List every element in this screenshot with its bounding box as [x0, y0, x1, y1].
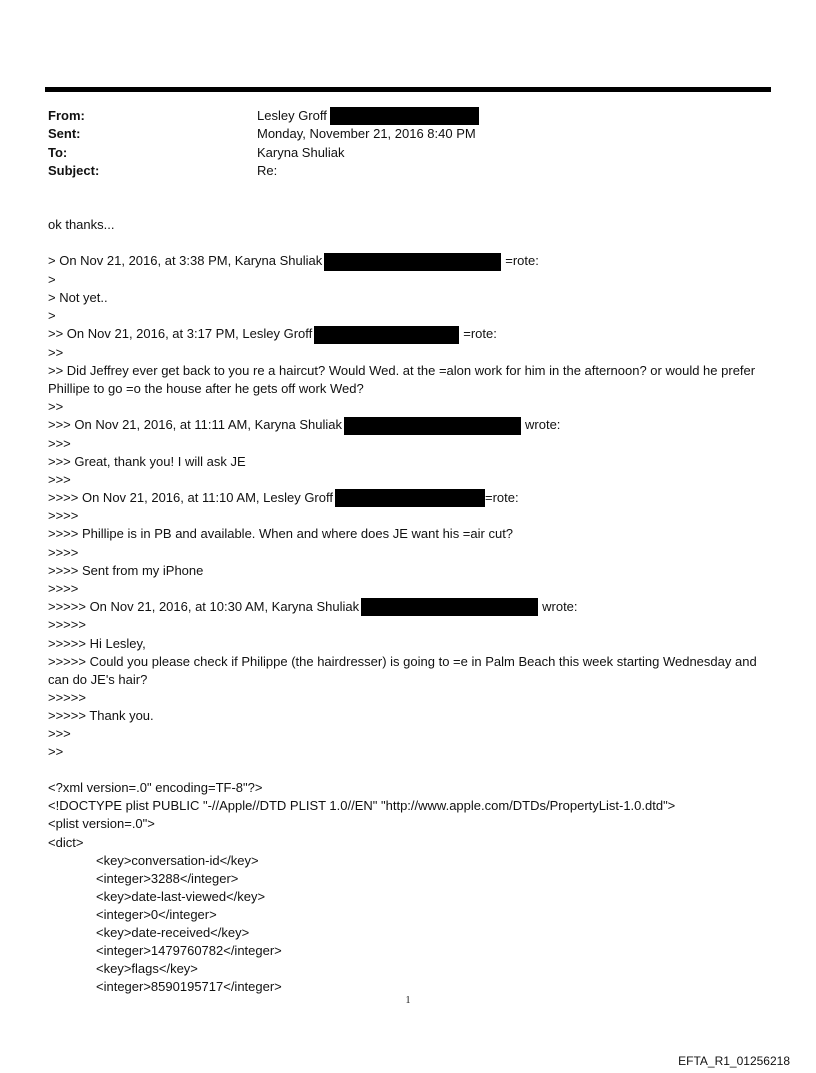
body-line: >> Did Jeffrey ever get back to you re a haircut? Would Wed. at the =alon work for him in the afternoon? or would he prefer Phillipe to go =o the house after he gets off work Wed? [48, 362, 756, 396]
page-number: 1 [405, 995, 411, 1006]
body-line: >>> [48, 725, 71, 741]
redaction-box [330, 107, 479, 125]
from-value: Lesley Groff [257, 108, 327, 123]
quote-header-suffix: =rote: [505, 253, 539, 269]
body-line: >>>>> Thank you. [48, 707, 154, 723]
xml-line: <integer>3288</integer> [96, 870, 239, 886]
body-line: >>>> Sent from my iPhone [48, 562, 204, 578]
body-line: > Not yet.. [48, 289, 108, 305]
quote-header-text: >>>> On Nov 21, 2016, at 11:10 AM, Lesley Groff [48, 489, 333, 505]
quote-header-suffix: wrote: [542, 598, 578, 614]
body-line: >>> Great, thank you! I will ask JE [48, 453, 246, 469]
body-line: >>> [48, 435, 71, 451]
body-line: >>>>> Hi Lesley, [48, 635, 146, 651]
body-line: >> [48, 344, 64, 360]
subject-label: Subject: [48, 163, 100, 179]
subject-value: Re: [257, 163, 278, 179]
body-line: >>>> [48, 544, 79, 560]
sent-row [48, 125, 479, 143]
to-label: To: [48, 144, 68, 160]
quote-header-line [48, 598, 760, 617]
xml-line: <plist version=.0"> [48, 816, 155, 832]
to-value: Karyna Shuliak [257, 144, 345, 160]
quote-header-suffix: =rote: [484, 489, 519, 505]
redaction-box [314, 326, 459, 344]
quote-header-line [48, 489, 760, 508]
quote-header-line [48, 252, 760, 271]
redaction-box [361, 598, 538, 616]
body-line: >>>> Phillipe is in PB and available. When and where does JE want his =air cut? [48, 526, 514, 542]
xml-line: <key>conversation-id</key> [96, 852, 259, 868]
quote-header-text: >>> On Nov 21, 2016, at 11:11 AM, Karyna Shuliak [48, 416, 343, 432]
body-line: >>>> [48, 580, 79, 596]
body-line: >> [48, 398, 64, 414]
xml-line: <?xml version=.0" encoding=TF-8"?> [48, 780, 263, 796]
from-row [48, 107, 479, 125]
xml-line: <dict> [48, 834, 84, 850]
body-line: >>> [48, 471, 71, 487]
xml-line: <integer>1479760782</integer> [96, 943, 282, 959]
body-line: >> [48, 744, 64, 760]
from-label: From: [48, 108, 85, 123]
body-line: ok thanks... [48, 217, 115, 232]
body-line: > [48, 271, 56, 287]
sent-label: Sent: [48, 126, 81, 142]
redaction-box [335, 489, 485, 507]
xml-line: <integer>8590195717</integer> [96, 979, 282, 995]
email-header [48, 107, 479, 181]
body-line: >>>>> Could you please check if Philippe (the hairdresser) is going to =e in Palm Beach this week starting Wednesday and can do JE's hair? [48, 653, 757, 687]
email-body [48, 216, 760, 996]
quote-header-text: >>>>> On Nov 21, 2016, at 10:30 AM, Karyna Shuliak [48, 598, 360, 614]
quote-header-suffix: wrote: [525, 416, 561, 432]
quote-header-text: > On Nov 21, 2016, at 3:38 PM, Karyna Shuliak [48, 253, 323, 269]
body-line: >>>>> [48, 689, 86, 705]
xml-line: <integer>0</integer> [96, 906, 217, 922]
quote-header-line [48, 416, 760, 435]
body-line: >>>>> [48, 617, 86, 633]
document-id: EFTA_R1_01256218 [678, 1054, 790, 1068]
sent-value: Monday, November 21, 2016 8:40 PM [257, 126, 476, 142]
body-line: > [48, 307, 56, 323]
quote-header-line [48, 325, 760, 344]
to-row [48, 144, 479, 162]
header-rule [45, 87, 771, 92]
xml-line: <key>date-last-viewed</key> [96, 888, 266, 904]
quote-header-text: >> On Nov 21, 2016, at 3:17 PM, Lesley Groff [48, 326, 313, 342]
redaction-box [344, 417, 521, 435]
quote-header-suffix: =rote: [463, 326, 497, 342]
xml-line: <!DOCTYPE plist PUBLIC "-//Apple//DTD PLIST 1.0//EN" "http://www.apple.com/DTDs/PropertyList-1.0.dtd"> [48, 798, 676, 814]
xml-line: <key>flags</key> [96, 961, 198, 977]
subject-row [48, 162, 479, 180]
xml-line: <key>date-received</key> [96, 925, 250, 940]
body-line: >>>> [48, 508, 79, 524]
redaction-box [324, 253, 501, 271]
